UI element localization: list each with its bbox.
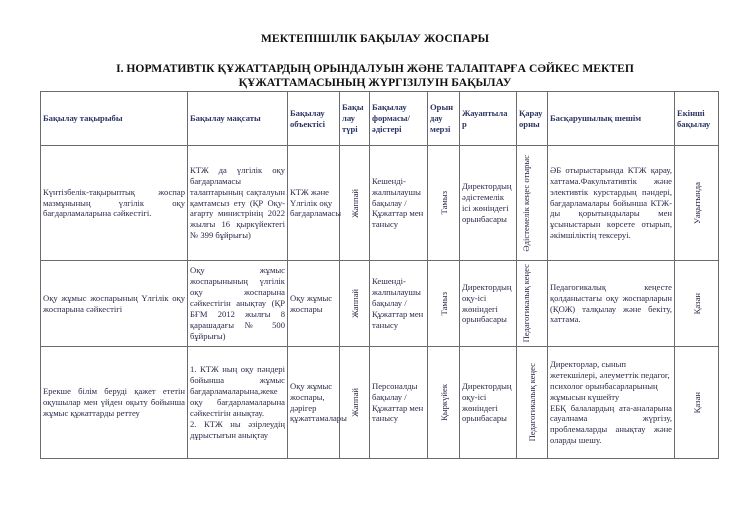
- control-plan-table: [40, 91, 719, 459]
- cell-form: Кешенді-жалпылаушы бақылау / Құжаттар мен танысу: [370, 261, 428, 347]
- cell-topic: Ерекше білім беруді қажет ететін оқушылар мен үйден оқыту бойынша жұмыс құжаттарды реттеу: [41, 347, 188, 459]
- cell-responsible: Директордың оқу-ісі жөніндегі орынбасары: [460, 347, 517, 459]
- cell-type-text: Жаппай: [349, 388, 360, 417]
- cell-review-place-text: Әдістемелік кеңес отырыс: [521, 154, 531, 252]
- cell-second-control-text: Уақытында: [691, 181, 702, 225]
- cell-second-control: [675, 146, 719, 261]
- cell-topic: Күнтізбелік-тақырыптық жоспар мазмұнының үлгілік оқу бағдарламаларына сәйкестігі.: [41, 146, 188, 261]
- header-form: Бақылау формасы/ әдістері: [370, 92, 428, 146]
- cell-review-place: [517, 347, 548, 459]
- header-deadline: Орын дау мерзі: [428, 92, 460, 146]
- cell-decision-line-1: Директорлар, сынып жетекшілері, әлеуметтік педагог, психолог орынбасарларының жұмысын күшейту: [550, 358, 670, 402]
- cell-decision: Педагогикалық кеңесте қолданыстағы оқу жоспарларын (ҚОЖ) талқылау және бекіту, хаттама.: [548, 261, 675, 347]
- cell-responsible: Директордың әдістемелік ісі жөніндегі орынбасары: [460, 146, 517, 261]
- cell-goal-line-1: 1. КТЖ ның оқу пәндері бойынша жұмыс бағдарламаларына,жеке оқу бағдарламаларына сәйкестігін анықтау.: [190, 364, 285, 418]
- cell-decision: [548, 347, 675, 459]
- table-header-row: [41, 92, 719, 146]
- cell-deadline: [428, 146, 460, 261]
- cell-type: [340, 261, 370, 347]
- cell-form: Персоналды бақылау / Құжаттар мен танысу: [370, 347, 428, 459]
- cell-object: Оқу жұмыс жоспары: [288, 261, 340, 347]
- header-type: Бақы лау түрі: [340, 92, 370, 146]
- header-goal: Бақылау мақсаты: [188, 92, 288, 146]
- section-title-line-1: І. НОРМАТИВТІК ҚҰЖАТТАРДЫҢ ОРЫНДАЛУЫН ЖӘНЕ ТАЛАПТАРҒА СӘЙКЕС МЕКТЕП: [116, 62, 634, 75]
- cell-object: Оқу жұмыс жоспары, дәрігер құжаттамалары: [288, 347, 340, 459]
- cell-topic: Оқу жұмыс жоспарының Үлгілік оқу жоспарына сәйкестігі: [41, 261, 188, 347]
- cell-deadline-text: Тамыз: [438, 291, 449, 316]
- section-title: [0, 62, 750, 90]
- cell-decision-line-2: ЕБҚ балалардың ата-аналарына сауалнама жүргізу, проблемаларды анықтау және оларды шешу.: [550, 402, 672, 446]
- cell-deadline-text: Қыркүйек: [438, 384, 449, 421]
- cell-responsible: Директордың оқу-ісі жөніндегі орынбасары: [460, 261, 517, 347]
- cell-goal-line-2: 2. КТЖ ны әзірлеудің дұрыстығын анықтау: [190, 418, 285, 440]
- header-topic: Бақылау тақырыбы: [41, 92, 188, 146]
- table-row: [41, 261, 719, 347]
- cell-goal: Оқу жұмыс жоспарынының үлгілік оқу жоспарына сәйкестігін анықтау (ҚР БҒМ 2012 жылғы 8 қарашадағы № 500 бұйрығы): [188, 261, 288, 347]
- header-responsible: Жауаптыла р: [460, 92, 517, 146]
- cell-goal: КТЖ да үлгілік оқу бағдарламасы талаптарының сақталуын қамтамсыз ету (ҚР Оқу-ағарту министрінің 2022 жылғы 16 қыркүйектегі № 399 бұйрығы): [188, 146, 288, 261]
- cell-second-control-text: Қазан: [691, 391, 702, 414]
- cell-review-place-text: Педагогикалық кеңес: [521, 264, 531, 343]
- cell-object: КТЖ және Үлгілік оқу бағдарламасы: [288, 146, 340, 261]
- cell-deadline: [428, 347, 460, 459]
- cell-review-place-text: Педагогикалық кеңес: [527, 363, 537, 442]
- cell-review-place: [517, 261, 548, 347]
- cell-goal: [188, 347, 288, 459]
- cell-second-control-text: Қазан: [691, 292, 702, 315]
- header-decision: Басқарушылық шешім: [548, 92, 675, 146]
- cell-deadline: [428, 261, 460, 347]
- header-second-control: Екінші бақылау: [675, 92, 719, 146]
- cell-type: [340, 146, 370, 261]
- header-review-place: Қарау орны: [517, 92, 548, 146]
- cell-form: Кешенді-жалпылаушы бақылау / Құжаттар мен танысу: [370, 146, 428, 261]
- cell-second-control: [675, 261, 719, 347]
- cell-type: [340, 347, 370, 459]
- document-title: МЕКТЕПІШІЛІК БАҚЫЛАУ ЖОСПАРЫ: [260, 32, 490, 45]
- header-object: Бақылау объектісі: [288, 92, 340, 146]
- cell-review-place: [517, 146, 548, 261]
- cell-type-text: Жаппай: [349, 289, 360, 318]
- cell-second-control: [675, 347, 719, 459]
- section-title-line-2: ҚҰЖАТТАМАСЫНЫҢ ЖҮРГІЗІЛУІН БАҚЫЛАУ: [238, 76, 512, 89]
- cell-type-text: Жаппай: [349, 188, 360, 218]
- cell-decision: ӘБ отырыстарында КТЖ қарау, хаттама.Факультативтік және элективтік курстардың пәндері, бағдарламалары бойынша КТЖ-ды қорытындылары мен ұсыныстарын көрсете отырып, әкімшіліктің тексеруі.: [548, 146, 675, 261]
- cell-deadline-text: Тамыз: [438, 191, 449, 215]
- table-row: [41, 146, 719, 261]
- table-row: [41, 347, 719, 459]
